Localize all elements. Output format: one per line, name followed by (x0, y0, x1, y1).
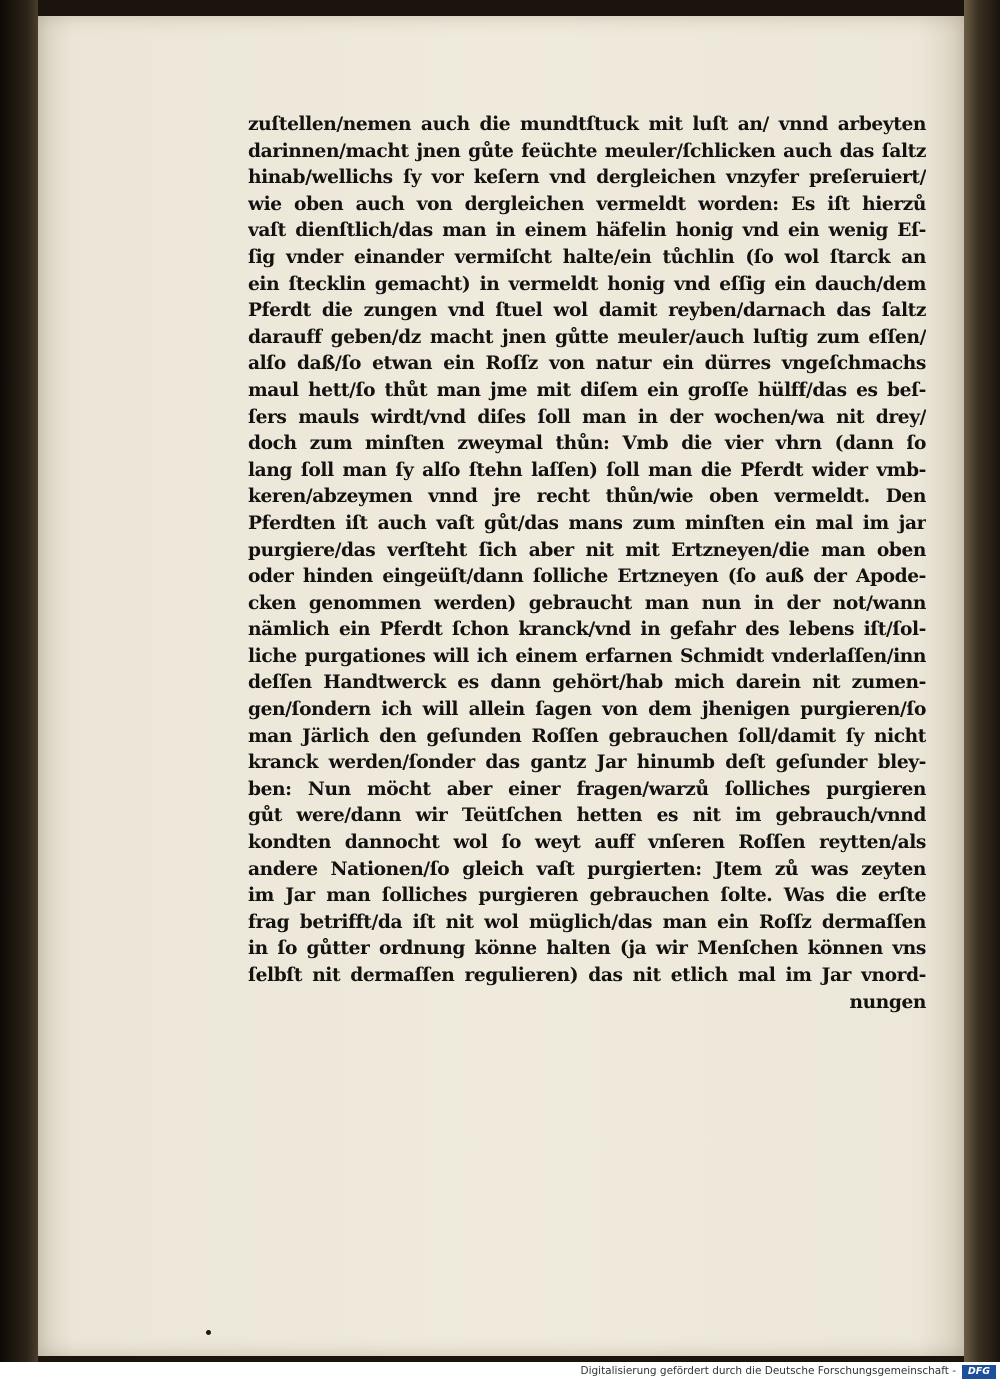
text-line: liche purgationes will ich einem erfarnen Schmidt vnderlaſſen/inn (248, 645, 926, 667)
text-line: wie oben auch von dergleichen vermeldt worden: Es iſt hierzů (248, 193, 926, 215)
text-line: keren/abzeymen vnnd jre recht thůn/wie oben vermeldt. Den (248, 486, 926, 508)
text-line: doch zum minſten zweymal thůn: Vmb die vier vhrn (dann ſo (248, 433, 926, 455)
text-line: frag betrifft/da iſt nit wol müglich/das man ein Roſſz dermaſſen (248, 911, 926, 933)
text-line: im Jar man ſolliches purgieren gebrauchen ſolte. Was die erſte (248, 885, 926, 907)
text-line: ſers mauls wirdt/vnd diſes ſoll man in der wochen/wa nit drey/ (248, 406, 926, 428)
text-line: kondten dannocht wol ſo weyt auff vnſeren Roſſen reytten/als (248, 832, 926, 854)
funding-credit: Digitalisierung gefördert durch die Deutsche Forschungsgemeinschaft - (580, 1365, 956, 1377)
text-line: purgiere/das verſteht ſich aber nit mit Ertzneyen/die man oben (248, 539, 926, 561)
text-line: maul hett/ſo thůt man jme mit diſem ein groſſe hülff/das es beſ- (248, 379, 926, 401)
text-line: ben: Nun möcht aber einer fragen/warzů ſolliches purgieren (248, 778, 926, 800)
text-line: ſig vnder einander vermiſcht halte/ein tůchlin (ſo wol ſtarck an (248, 246, 926, 268)
text-line: gůt were/dann wir Teütſchen hetten es nit im gebrauch/vnnd (248, 805, 926, 827)
text-line: Pferdt die zungen vnd ſtuel wol damit reyben/darnach das ſaltz (248, 300, 926, 322)
text-line: cken genommen werden) gebraucht man nun in der not/wann (248, 592, 926, 614)
text-line: zuſtellen/nemen auch die mundtſtuck mit luſt an/ vnnd arbeyten (248, 114, 926, 135)
text-line: Pferdten iſt auch vaſt gůt/das mans zum minſten ein mal im jar (248, 512, 926, 534)
text-line: hinab/wellichs ſy vor keſern vnd dergleichen vnzyfer preſeruiert/ (248, 167, 926, 189)
text-line: deſſen Handtwerck es dann gehört/hab mich darein nit zumen- (248, 672, 926, 694)
text-line: nämlich ein Pferdt ſchon kranck/vnd in gefahr des lebens iſt/ſol- (248, 619, 926, 641)
page-edge-shadow (964, 0, 1000, 1362)
text-line: andere Nationen/ſo gleich vaſt purgierten: Jtem zů was zeyten (248, 858, 926, 880)
text-line: kranck werden/ſonder das gantz Jar hinumb deſt geſunder bley- (248, 752, 926, 774)
text-line: darinnen/macht jnen gůte feüchte meuler/ſchlicken auch das ſaltz (248, 140, 926, 162)
text-line: ein ſtecklin gemacht) in vermeldt honig vnd eſſig ein dauch/dem (248, 273, 926, 295)
text-line: man Järlich den geſunden Roſſen gebrauchen ſoll/damit ſy nicht (248, 725, 926, 747)
text-line: ſelbſt nit dermaſſen regulieren) das nit etlich mal im Jar vnord- (248, 965, 926, 986)
text-line: darauff geben/dz macht jnen gůtte meuler/auch luſtig zum eſſen/ (248, 326, 926, 348)
footer-bar (0, 1362, 1000, 1382)
text-line: lang ſoll man ſy alſo ſtehn laſſen) ſoll man die Pferdt wider vmb- (248, 459, 926, 481)
text-line: in ſo gůtter ordnung könne halten (ja wir Menſchen können vns (248, 938, 926, 960)
text-line: alſo daß/ſo etwan ein Roſſz von natur ein dürres vngeſchmachs (248, 353, 926, 375)
body-text (248, 112, 926, 1016)
text-line: gen/ſondern ich will allein ſagen von dem jhenigen purgieren/ſo (248, 699, 926, 721)
book-gutter (0, 0, 38, 1362)
text-line: nungen (849, 991, 926, 1013)
text-line: vaſt dienſtlich/das man in einem häfelin honig vnd ein wenig Eſ- (248, 220, 926, 242)
ink-spot (206, 1330, 211, 1335)
dfg-logo: DFG (962, 1365, 996, 1379)
text-line: oder hinden eingeüſt/dann ſolliche Ertzneyen (ſo auß der Apode- (248, 566, 926, 588)
